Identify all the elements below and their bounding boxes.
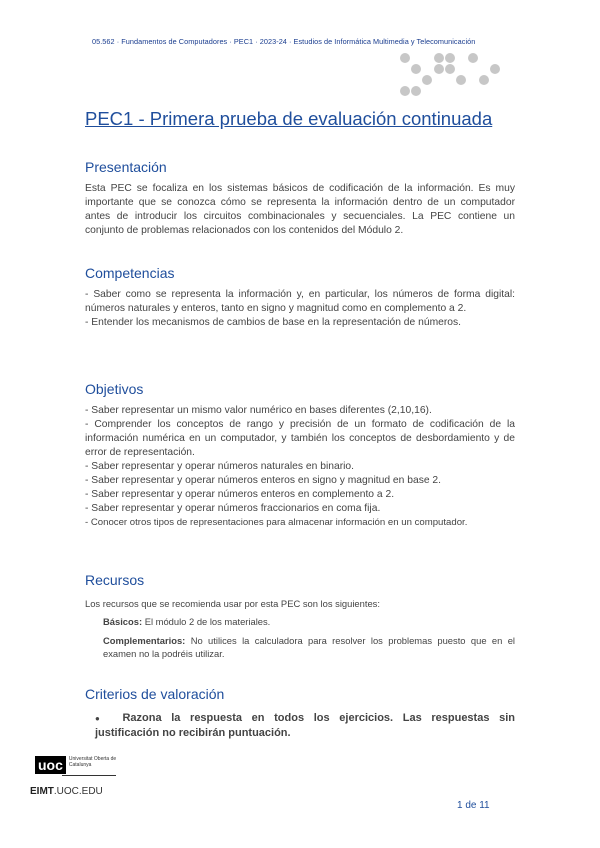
list-item: - Comprender los conceptos de rango y precisión de un formato de codificación de la información numérica en un computador, y también los conceptos de desbordamiento y de error de representación. xyxy=(85,419,515,458)
basicos-text: El módulo 2 de los materiales. xyxy=(144,616,271,627)
section-competencias xyxy=(85,265,515,330)
recursos-basicos xyxy=(103,615,515,628)
bullet-icon: ● xyxy=(95,714,107,723)
eimt-rest: .UOC.EDU xyxy=(53,786,103,797)
uoc-logo xyxy=(35,756,117,775)
uoc-logo-mark: uoc xyxy=(35,756,66,774)
section-heading: Competencias xyxy=(85,265,175,281)
uoc-logo-text: Universitat Oberta de Catalunya xyxy=(68,756,117,768)
recursos-intro: Los recursos que se recomienda usar por esta PEC son los siguientes: xyxy=(85,598,380,609)
section-heading: Objetivos xyxy=(85,381,144,397)
decorative-dots xyxy=(398,50,518,100)
list-item: - Saber representar y operar números enteros en signo y magnitud en base 2. xyxy=(85,475,442,486)
section-recursos xyxy=(85,572,515,660)
page-number: 1 de 11 xyxy=(457,800,490,811)
criterio-item xyxy=(95,711,515,741)
list-item: - Saber representar y operar números fraccionarios en coma fija. xyxy=(85,503,381,514)
list-item: - Saber representar y operar números enteros en complemento a 2. xyxy=(85,489,395,500)
running-header: 05.562 · Fundamentos de Computadores · PEC1 · 2023-24 · Estudios de Informática Multimedia y Telecomunicación xyxy=(92,37,476,46)
recursos-complementarios xyxy=(103,634,515,660)
section-heading: Presentación xyxy=(85,159,167,175)
section-objetivos xyxy=(85,381,515,530)
basicos-label: Básicos: xyxy=(103,616,143,627)
paragraph: Esta PEC se focaliza en los sistemas básicos de codificación de la información. Es muy importante que se conozca cómo se representa la información dentro de un computador antes de introducir los circuitos combinacionales y secuenciales. La PEC contiene un conjunto de problemas relacionados con los contenidos del Módulo 2. xyxy=(85,183,515,236)
logo-divider xyxy=(62,775,116,776)
page-title: PEC1 - Primera prueba de evaluación continuada xyxy=(85,108,493,129)
eimt-link xyxy=(30,786,103,797)
complementarios-text: No utilices la calculadora para resolver los problemas puesto que en el examen no la podréis utilizar. xyxy=(103,635,515,659)
section-heading: Criterios de valoración xyxy=(85,686,225,702)
section-criterios xyxy=(85,686,515,741)
eimt-bold: EIMT xyxy=(30,786,54,797)
list-item: - Saber representar y operar números naturales en binario. xyxy=(85,461,355,472)
complementarios-label: Complementarios: xyxy=(103,635,186,646)
list-item: - Saber como se representa la información y, en particular, los números de forma digital: números naturales y enteros, tanto en signo y magnitud como en complemento a 2. xyxy=(85,289,515,314)
list-item: - Saber representar un mismo valor numérico en bases diferentes (2,10,16). xyxy=(85,405,432,416)
section-heading: Recursos xyxy=(85,572,145,588)
list-item: - Entender los mecanismos de cambios de base en la representación de números. xyxy=(85,317,462,328)
list-item: - Conocer otros tipos de representaciones para almacenar información en un computador. xyxy=(85,517,468,528)
section-presentacion xyxy=(85,159,515,238)
criterio-text: Razona la respuesta en todos los ejercicios. Las respuestas sin justificación no recibirán puntuación. xyxy=(95,712,515,739)
